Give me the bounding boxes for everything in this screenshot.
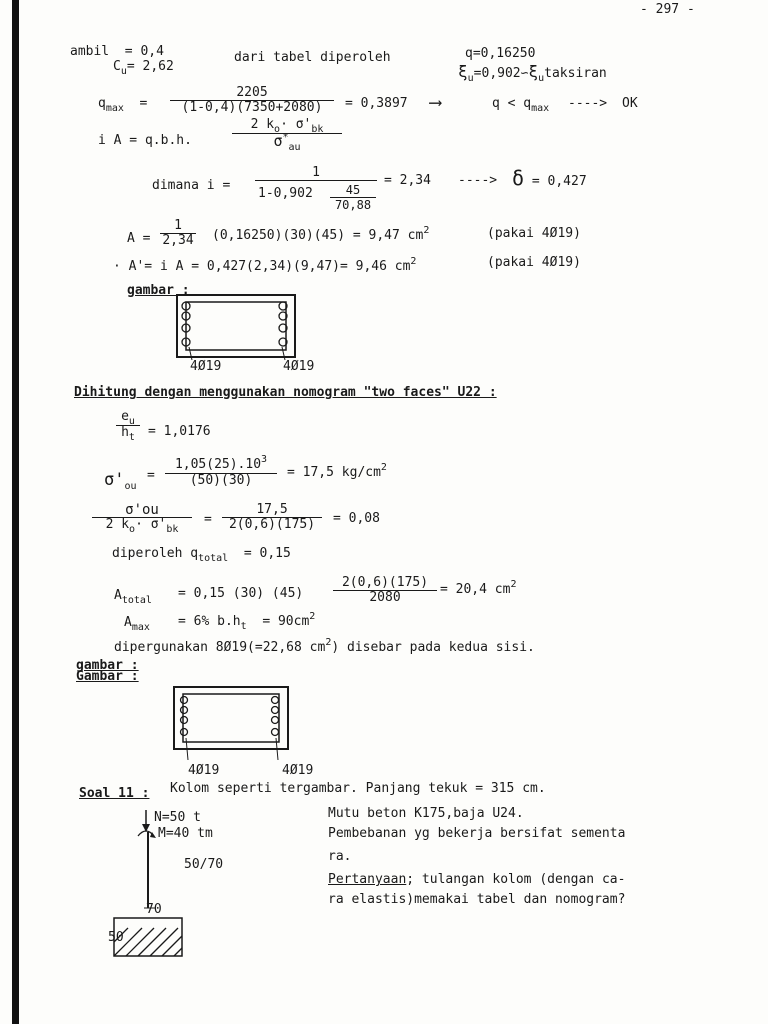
rebar-left-label-2: 4Ø19 — [188, 763, 220, 778]
ratio-fraction-left: $\frac{\sigma'ou}{2 k_o\cdot \sigma'_{bk}}$ — [92, 503, 192, 533]
cu-value: $C_u= 2,62$ — [113, 59, 174, 77]
rebar-right-label: 4Ø19 — [283, 359, 315, 374]
a-prime-calc: · A'= i A = 0,427(2,34)(9,47)= 9,46 $cm^2$ — [113, 256, 417, 274]
q-total: diperoleh $q_{total} = 0,15$ — [112, 546, 291, 564]
qmax-lhs: $q_{max}$ = — [98, 96, 148, 114]
nomogram-heading: Dihitung dengan menggunakan nomogram "two faces" U22 : — [74, 385, 497, 400]
gambar-label-2-overprint: Gambar : — [76, 669, 139, 684]
a-pakai: (pakai 4Ø19) — [487, 226, 581, 241]
sigma-ou-result: = 17,5 $kg/cm^2$ — [287, 462, 387, 480]
a-max-lhs: $A_{max}$ — [124, 615, 150, 633]
dimana-result: = 2,34 — [384, 173, 431, 188]
arrow: ⟶ — [430, 92, 441, 113]
ia-fraction: $\frac{2 k_o\cdot \sigma'_{bk}}{\sigma^*_{au}}$ — [232, 118, 342, 151]
rebar-right-label-2: 4Ø19 — [282, 763, 314, 778]
soal-text-6: ra elastis)memakai tabel dan nomogram? — [328, 892, 626, 907]
ratio-result: = 0,08 — [333, 511, 380, 526]
ratio-fraction-right: $\frac{17,5}{2(0,6)(175)}$ — [222, 503, 322, 532]
soal-text-3: Pembebanan yg bekerja bersifat sementa — [328, 826, 626, 841]
a-total-result: = 20,4 $cm^2$ — [440, 579, 517, 597]
dimana-lhs: dimana i = — [152, 178, 231, 193]
soal-text-5: Pertanyaan; tulangan kolom (dengan ca- — [328, 872, 626, 887]
gambar-label: gambar : — [127, 283, 190, 298]
sigma-ou-lhs: $\sigma'_{ou}$ — [104, 470, 137, 492]
delta-value: δ = 0,427 — [512, 166, 587, 190]
qmax-result: = 0,3897 — [345, 96, 408, 111]
eu-ht-fraction: $\frac{e_u}{h_t}$ — [116, 410, 140, 441]
moment-m: M=40 tm — [158, 826, 213, 841]
dim-height: 50 — [108, 930, 124, 945]
sigma-ou-fraction: $\frac{1,05(25).10^3}{(50)(30)}$ — [165, 458, 277, 488]
ok-label: OK — [622, 96, 638, 111]
dim-width: 70 — [146, 902, 162, 917]
q-compare: $q < q_{max}$ — [492, 96, 550, 114]
ambil-label: ambil = 0,4 — [70, 44, 164, 59]
a-fraction: $\frac{1}{2,34}$ — [160, 219, 196, 248]
binding-shadow — [12, 0, 19, 1024]
soal-text-4: ra. — [328, 849, 352, 864]
load-n: N=50 t — [154, 810, 201, 825]
rebar-left-label: 4Ø19 — [190, 359, 222, 374]
a-lhs: A = — [127, 231, 151, 246]
column-section-1 — [170, 292, 300, 367]
soal-heading: Soal 11 : — [79, 786, 150, 801]
sigma-ou-eq: = — [147, 468, 155, 483]
a-calc: (0,16250)(30)(45) = 9,47 $cm^2$ — [212, 225, 430, 243]
xi-value: $\xi_u=0,902∽\xi_utaksiran$ — [458, 62, 607, 84]
eu-ht-result: = 1,0176 — [148, 424, 211, 439]
ia-lhs: i A = q.b.h. — [98, 133, 192, 148]
dimana-arrow: ----> — [458, 173, 498, 188]
a-prime-pakai: (pakai 4Ø19) — [487, 255, 581, 270]
a-total-fraction: $\frac{2(0,6)(175)}{2080}$ — [333, 576, 437, 605]
section-size: 50/70 — [184, 857, 224, 872]
column-section-2 — [170, 684, 300, 764]
dimana-den: 1-0,902 — [258, 186, 313, 201]
dipergunakan-line: dipergunakan 8Ø19(=22,68 $cm^2$) disebar pada kedua sisi. — [114, 637, 535, 655]
dimana-num: 1 — [255, 166, 377, 181]
qmax-fraction: $\frac{2205}{(1-0,4)(7350+2080)}$ — [170, 86, 334, 115]
ratio-eq: = — [204, 512, 212, 527]
page-number: - 297 - — [640, 2, 695, 17]
dari-tabel: dari tabel diperoleh — [234, 50, 391, 65]
soal-text-1: Kolom seperti tergambar. Panjang tekuk = 315 cm. — [170, 781, 546, 796]
dash-arrow: ----> — [568, 96, 608, 111]
dimana-subfrac: $\frac{45}{70,88}$ — [330, 183, 376, 212]
a-max-value: = 6% $b.h_t = 90cm^2$ — [178, 611, 316, 632]
gambar-label-2: gambar : — [76, 658, 139, 673]
soal-text-2: Mutu beton K175,baja U24. — [328, 806, 524, 821]
a-total-lhs: $A_{total}$ — [114, 588, 152, 606]
a-total-mid: = 0,15 (30) (45) — [178, 586, 304, 601]
q-value: q=0,16250 — [465, 46, 536, 61]
